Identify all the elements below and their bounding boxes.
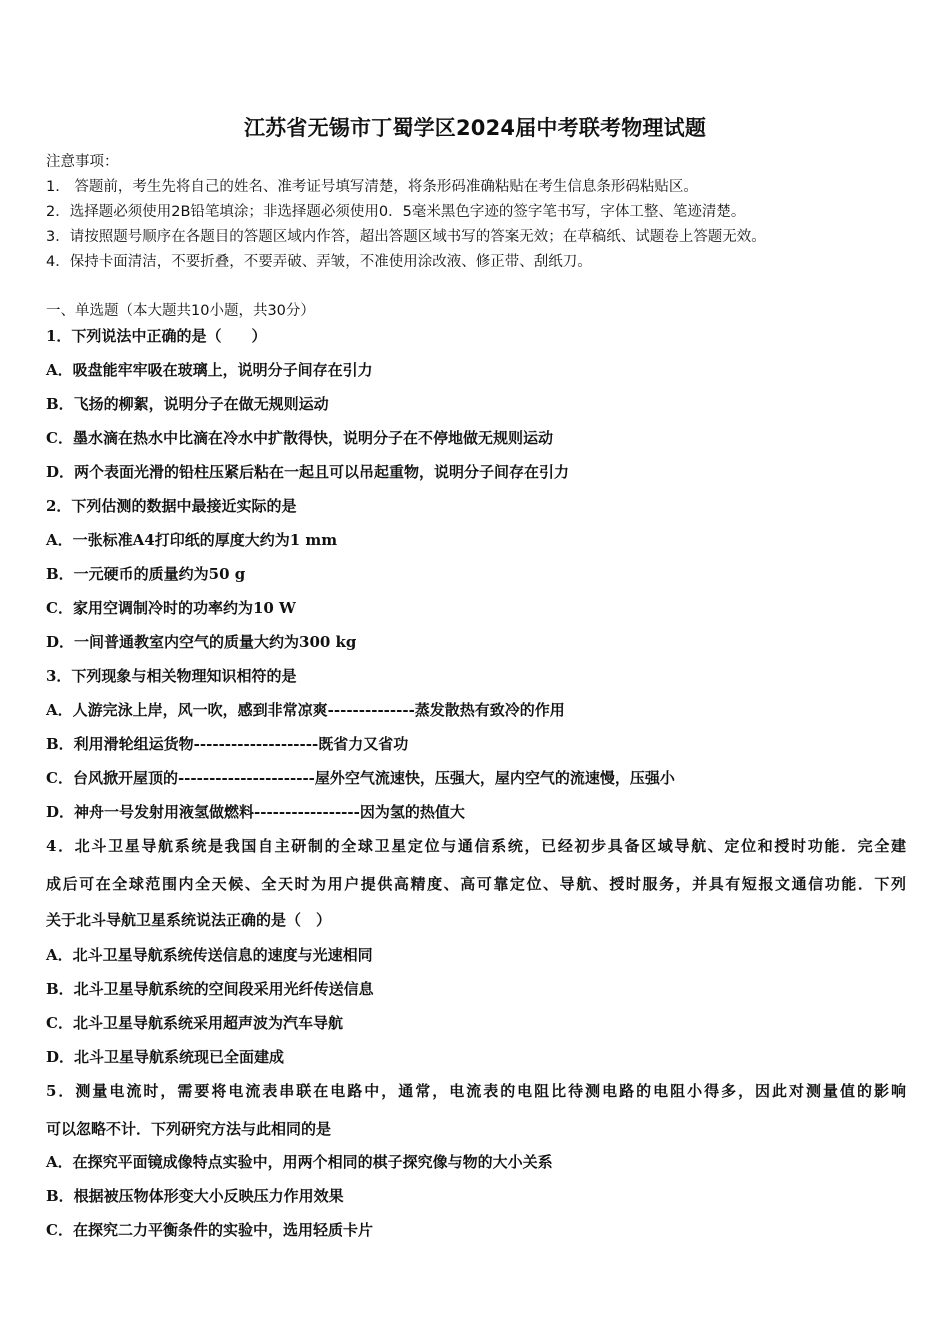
question-option: B．北斗卫星导航系统的空间段采用光纤传送信息: [46, 980, 374, 998]
notice-item: 2．选择题必须使用2B铅笔填涂；非选择题必须使用0．5毫米黑色字迹的签字笔书写，字体工整、笔迹清楚。: [46, 204, 746, 220]
question-stem: 1．下列说法中正确的是（ ）: [46, 327, 267, 345]
question-option: B．一元硬币的质量约为50 g: [46, 565, 246, 583]
question-stem: 4．北斗卫星导航系统是我国自主研制的全球卫星定位与通信系统，已经初步具备区域导航、定位和授时功能．完全建: [46, 837, 906, 855]
question-option: D．一间普通教室内空气的质量大约为300 kg: [46, 633, 357, 651]
question-option: C．北斗卫星导航系统采用超声波为汽车导航: [46, 1014, 343, 1032]
question-stem: 可以忽略不计．下列研究方法与此相同的是: [46, 1120, 332, 1138]
notice-heading: 注意事项：: [46, 154, 119, 170]
notice-item: 4．保持卡面清洁，不要折叠，不要弄破、弄皱，不准使用涂改液、修正带、刮纸刀。: [46, 254, 592, 270]
notice-item: 3．请按照题号顺序在各题目的答题区域内作答，超出答题区域书写的答案无效；在草稿纸、试题卷上答题无效。: [46, 229, 766, 245]
question-stem: 2．下列估测的数据中最接近实际的是: [46, 497, 297, 515]
question-stem: 3．下列现象与相关物理知识相符的是: [46, 667, 297, 685]
question-option: B．利用滑轮组运货物--------------------既省力又省功: [46, 735, 409, 753]
question-stem: 成后可在全球范围内全天候、全天时为用户提供高精度、高可靠定位、导航、授时服务，并具有短报文通信功能．下列: [46, 875, 906, 893]
question-option: A．在探究平面镜成像特点实验中，用两个相同的棋子探究像与物的大小关系: [46, 1153, 553, 1171]
question-option: C．家用空调制冷时的功率约为10 W: [46, 599, 296, 617]
question-option: B．根据被压物体形变大小反映压力作用效果: [46, 1187, 344, 1205]
question-option: B．飞扬的柳絮，说明分子在做无规则运动: [46, 395, 329, 413]
question-option: A．北斗卫星导航系统传送信息的速度与光速相同: [46, 946, 373, 964]
question-option: D．北斗卫星导航系统现已全面建成: [46, 1048, 285, 1066]
question-option: C．墨水滴在热水中比滴在冷水中扩散得快，说明分子在不停地做无规则运动: [46, 429, 553, 447]
question-stem: 关于北斗导航卫星系统说法正确的是（ ）: [46, 911, 332, 929]
question-option: D．神舟一号发射用液氢做燃料-----------------因为氢的热值大: [46, 803, 465, 821]
question-option: C．在探究二力平衡条件的实验中，选用轻质卡片: [46, 1221, 373, 1239]
section-heading: 一、单选题（本大题共10小题，共30分）: [46, 303, 315, 319]
question-option: C．台风掀开屋顶的----------------------屋外空气流速快，压强大，屋内空气的流速慢，压强小: [46, 769, 675, 787]
question-stem: 5．测量电流时，需要将电流表串联在电路中，通常，电流表的电阻比待测电路的电阻小得多，因此对测量值的影响: [46, 1082, 906, 1100]
question-option: A．人游完泳上岸，风一吹，感到非常凉爽--------------蒸发散热有致冷的作用: [46, 701, 565, 719]
question-option: D．两个表面光滑的铅柱压紧后粘在一起且可以吊起重物，说明分子间存在引力: [46, 463, 570, 481]
question-option: A．吸盘能牢牢吸在玻璃上，说明分子间存在引力: [46, 361, 373, 379]
notice-item: 1. 答题前，考生先将自己的姓名、准考证号填写清楚，将条形码准确粘贴在考生信息条形码粘贴区。: [46, 179, 698, 195]
question-option: A．一张标准A4打印纸的厚度大约为1 mm: [46, 531, 338, 549]
page-title: 江苏省无锡市丁蜀学区2024届中考联考物理试题: [243, 116, 707, 140]
